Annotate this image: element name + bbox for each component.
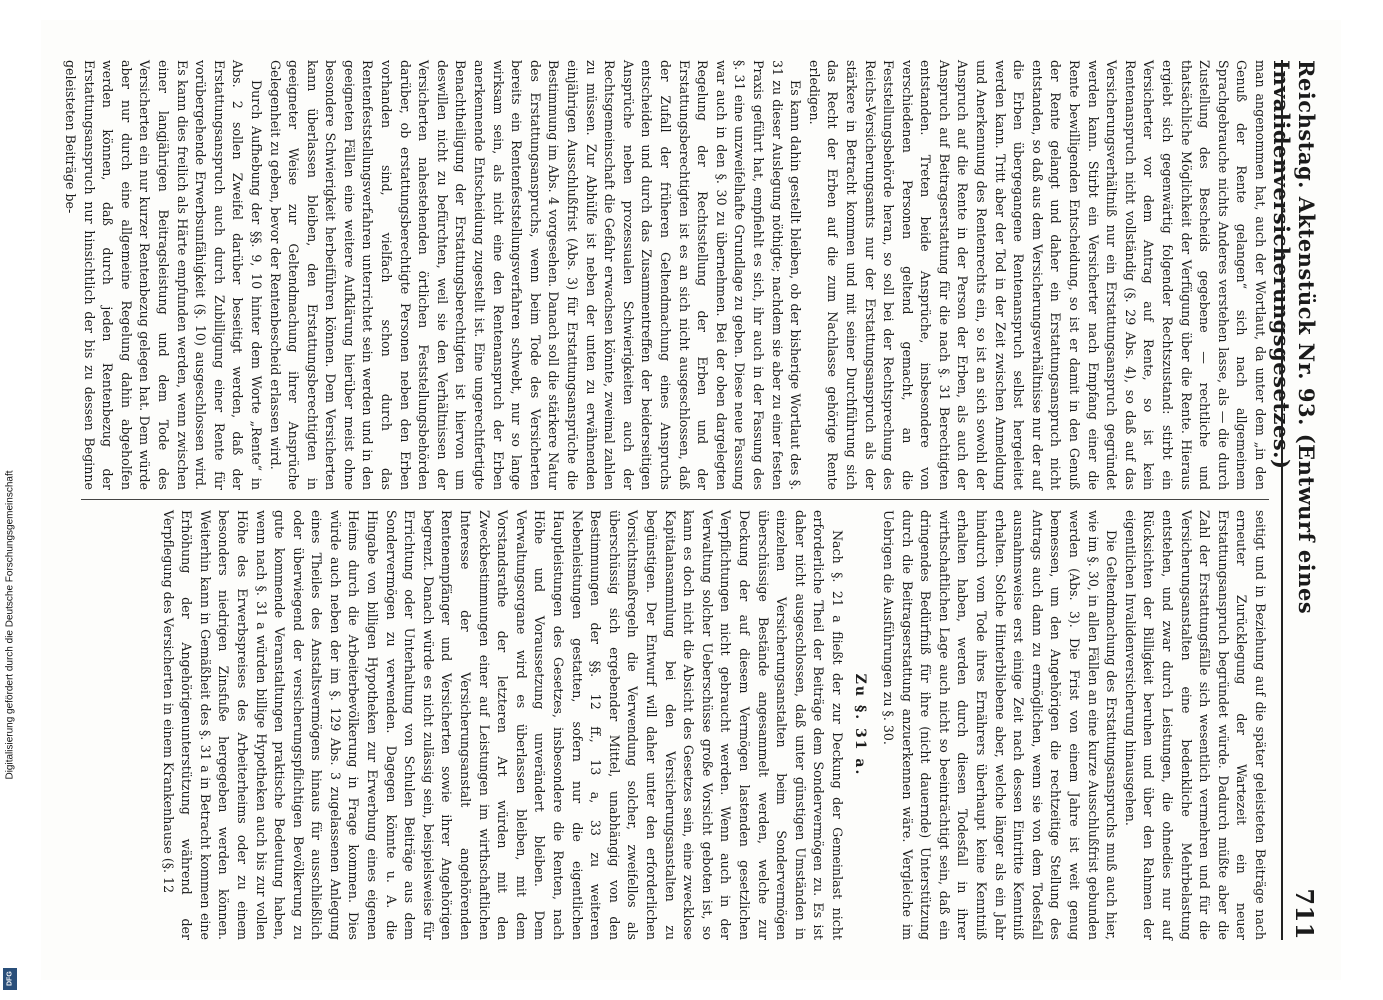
paragraph: Durch Aufhebung der §§. 9, 10 hinter dem Worte „Rente“ in Abs. 2 sollen Zweifel darüber beseitigt werden, daß der Erstattungsanspruch auch durch Zubilligung einer Rente für vorübergehende Erwerbsunfähigkeit (§. 10) ausgeschlossen wird. Es kann dies freilich als Härte empfunden werden, wenn zwischen einer langjährigen Beitragsleistung und dem Tode des Versicherten ein nur kurzer Rentenbezug gelegen hat. Dem würde aber nur durch eine allgemeine Regelung dahin abgeholfen werden können, daß durch jeden Rentenbezug der Erstattungsanspruch nur hinsichtlich der bis zu dessen Beginne geleisteten Beiträge be- [63, 60, 264, 490]
page-header [1269, 60, 1323, 940]
header-rule [1281, 60, 1283, 940]
right-column [77, 510, 1269, 940]
section-heading: Zu §. 31 a. [851, 673, 868, 777]
left-column [63, 60, 1269, 490]
paragraph: Die Geltendmachung des Erstattungsanspruchs muß auch hier, wie im §. 30, in allen Fällen an eine kurze Ausschlußfrist gebunden werden (Abs. 3). Die Frist von einem Jahre ist weit genug bemessen, um den Angehörigen die rechtzeitige Stellung des Antrags auch dann zu ermöglichen, wenn sie von dem Todesfall ausnahmsweise erst einige Zeit nach dessen Eintritte Kenntniß erhalten. Solche Hinterbliebene aber, welche länger als ein Jahr hindurch vom Tode ihres Ernährers überhaupt keine Kenntniß erhalten haben, werden durch diesen Todesfall in ihrer wirthschaftlichen Lage auch nicht so beeinträchtigt sein, daß ein dringendes Bedürfniß für ihre (nicht dauernde) Unterstützung durch die Beitragserstattung anzuerkennen wäre. Vergleiche im Uebrigen die Ausführungen zu §. 30. [881, 510, 1120, 940]
paragraph: man angenommen hat, auch der Wortlaut, da unter dem „in den Genuß der Rente gelangen“ sich nach allgemeinem Sprachgebrauche nichts Anderes verstehen lasse, als — die durch Zustellung des Bescheids gegebene — rechtliche und thatsächliche Möglichkeit der Verfügung über die Rente. Hieraus ergiebt sich gegenwärtig folgender Rechtszustand: stirbt ein Versicherter vor dem Antrag auf Rente, so ist kein Rentenanspruch nicht vollständig (§. 29 Abs. 4), so daß auf das Versicherungsverhältniß nur ein Erstattungsanspruch gegründet werden kann. Stirbt ein Versicherter nach Empfang einer die Rente bewilligenden Entscheidung, so ist er damit in den Genuß der Rente gelangt und daher ein Erstattungsanspruch nicht entstanden, so daß aus dem Versicherungsverhältnisse nur der auf die Erben übergegangene Rentenanspruch selbst hergeleitet werden kann. Tritt aber der Tod in der Zeit zwischen Anmeldung und Anerkennung des Rentenrechts ein, so ist an sich sowohl der Anspruch auf die Rente in der Person der Erben, als auch der Anspruch auf Beitragserstattung für die nach §. 31 Berechtigten entstanden. Treten beide Ansprüche, insbesondere von verschiedenen Personen geltend gemacht, an die Feststellungsbehörde heran, so soll bei der Rechtsprechung des Reichs-Versicherungsamts nur der Erstattungsanspruch als der stärkere in Betracht kommen und mit seiner Durchführung sich das Recht der Erben auf die zum Nachlasse gehörige Rente erledigen. [806, 60, 1268, 490]
digitization-footer [0, 0, 20, 1000]
scanned-page [41, 20, 1341, 980]
page-number: 711 [1290, 888, 1319, 940]
dfg-logo: DFG [3, 968, 17, 990]
paragraph: seitigt und in Beziehung auf die später geleisteten Beiträge nach erneuter Zurücklegung der Wartezeit ein neuer Erstattungsanspruch begründet würde. Dadurch müßte aber die Zahl der Erstattungsfälle sich wesentlich vermehren und für die Versicherungsanstalten eine bedenkliche Mehrbelastung entstehen, und zwar durch Leistungen, die ohnedies nur auf Rücksichten der Billigkeit beruhen und über den Rahmen der eigentlichen Invalidenversicherung hinausgehen. [1122, 510, 1268, 940]
funding-notice: Digitalisierung gefördert durch die Deutsche Forschungsgemeinschaft [4, 470, 16, 780]
paragraph: Es kann dahin gestellt bleiben, ob der bisherige Wortlaut des §. 31 zu dieser Auslegung nöthigte; nachdem sie aber zu einer festen Praxis geführt hat, empfiehlt es sich, ihr auch in der Fassung des §. 31 eine unzweifelhafte Grundlage zu geben. Diese neue Fassung war auch in den §. 30 zu übernehmen. Bei der oben dargelegten Regelung der Rechtsstellung der Erben und der Erstattungsberechtigten ist es an sich nicht ausgeschlossen, daß der Zufall der früheren Geltendmachung eines Anspruchs entscheiden und durch das Zusammentreffen der beiderseitigen Ansprüche neben prozessualen Schwierigkeiten auch der Rechtsgemeinschaft die Gefahr erwachsen könnte, zweimal zahlen zu müssen. Zur Abhülfe ist neben der unten zu erwähnenden einjährigen Ausschlußfrist (Abs. 3) für Erstattungsansprüche die Bestimmung im Abs. 4 vorgesehen. Danach soll die stärkere Natur des Erstattungsanspruchs, wenn beim Tode des Versicherten bereits ein Rentenfeststellungsverfahren schwebt, nur so lange wirksam sein, als nicht eine den Rentenanspruch der Erben anerkennende Entscheidung zugestellt ist. Eine ungerechtfertigte Benachtheiligung der Erstattungsberechtigten ist hiervon um deswillen nicht zu befürchten, weil sie den Verhältnissen der Versicherten nahestehenden örtlichen Feststellungsbehörden darüber, ob erstattungsberechtigte Personen neben den Erben vorhanden sind, vielfach schon durch das Rentenfeststellungsverfahren unterrichtet sein werden und in den geeigneten Fällen eine weitere Aufklärung hierüber meist ohne besondere Schwierigkeit herbeiführen können. Dem Versicherten kann überlassen bleiben, den Erstattungsberechtigten in geeigneter Weise zur Geltendmachung ihrer Ansprüche Gelegenheit zu geben, bevor der Rentenbescheid erlassen wird. [267, 60, 804, 490]
paragraph: Nach §. 21 a fließt der zur Deckung der Gemeinlast nicht erforderliche Theil der Beiträge dem Sondervermögen zu. Es ist daher nicht ausgeschlossen, daß unter günstigen Umständen in einzelnen Versicherungsanstalten beim Sondervermögen überschüssige Bestände angesammelt werden, welche zur Deckung der auf diesem Vermögen lastenden gesetzlichen Verpflichtungen nicht gebraucht werden. Wenn auch in der Verwaltung solcher Ueberschüsse große Vorsicht geboten ist, so kann es doch nicht die Absicht des Gesetzes sein, eine zwecklose Kapitalansammlung bei den Versicherungsanstalten zu begünstigen. Der Entwurf will daher unter den erforderlichen Vorsichtsmaßregeln die Verwendung solcher, zweifellos als überschüssig sich ergebender Mittel, unabhängig von den Bestimmungen der §§. 12 ff., 13 a, 33 zu weiteren Nebenleistungen gestatten, sofern nur die eigentlichen Hauptleistungen des Gesetzes, insbesondere die Renten, nach Höhe und Voraussetzung unverändert bleiben. Dem Verwaltungsorgane wird es überlassen bleiben, mit dem Vorstandsrathe der letzteren Art würden mit den Zweckbestimmungen einer auf Leistungen im wirthschaftlichen Interesse der Versicherungsanstalt angehörenden Rentenempfänger und Versicherten sowie ihrer Angehörigen begrenzt. Danach würde es nicht zulässig sein, beispielsweise für Errichtung oder Unterhaltung von Schulen Beiträge aus dem Sondervermögen zu verwenden. Dagegen könnte u. A. die Hingabe von billigen Hypotheken zur Erwerbung eines eigenen Heims durch die Arbeiterbevölkerung in Frage kommen. Dies würde auch neben der im §. 129 Abs. 3 zugelassenen Anlegung eines Theiles des Anstaltsvermögens hinaus für ausschließlich oder überwiegend der versicherungspflichtigen Bevölkerung zu gute kommende Veranstaltungen praktische Bedeutung haben, wenn nach §. 31 a würden billige Hypotheken auch bis zur vollen Höhe des Erwerbspreises des Arbeiterheims oder zu einem besonders niedrigen Zinsfuße hergegeben werden können. Weiterhin kann in Gemäßheit des §. 31 a in Betracht kommen eine Erhöhung der Angehörigenunterstützung während der Verpflegung des Versicherten in einem Krankenhause (§. 12 [160, 510, 845, 940]
header-title: Reichstag. Aktenstück Nr. 93. (Entwurf eines Invalidenversicherungsgesetzes.) [1269, 60, 1319, 615]
column-divider [81, 499, 1269, 500]
